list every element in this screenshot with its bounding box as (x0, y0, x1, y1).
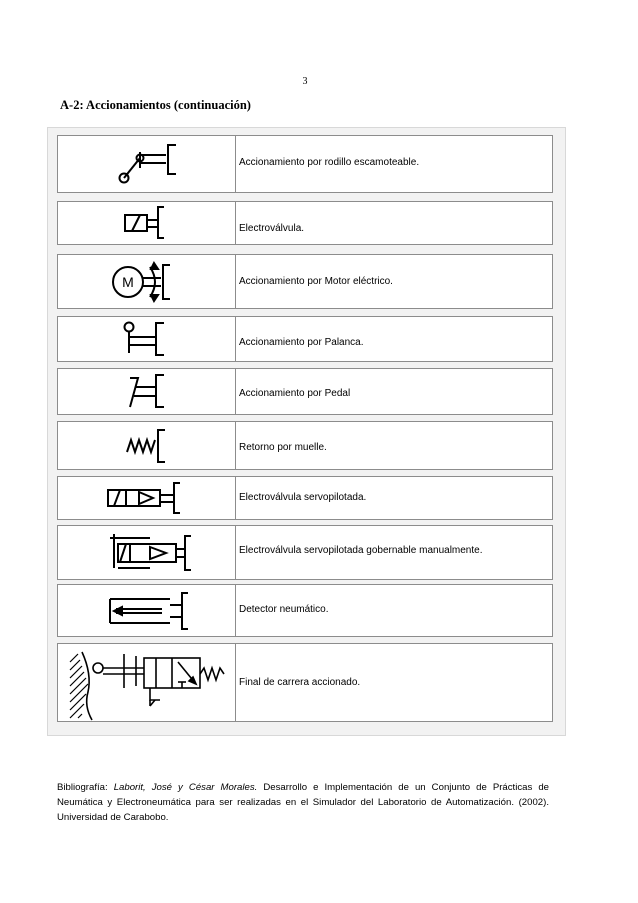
symbol-cell (58, 255, 236, 308)
table-row (57, 368, 553, 415)
row-label: Electroválvula. (239, 223, 305, 234)
lever-icon (58, 317, 234, 361)
table-row (57, 525, 553, 580)
section-title: A-2: Accionamientos (continuación) (60, 98, 251, 112)
symbol-cell (58, 526, 236, 579)
row-label: Electroválvula servopilotada gobernable manualmente. (239, 545, 483, 556)
table-row (57, 316, 553, 362)
bibliography-prefix: Bibliografía: (57, 782, 114, 793)
symbol-cell (58, 422, 236, 469)
symbol-cell (58, 644, 236, 721)
bibliography-authors: Laborit, José y César Morales. (113, 782, 258, 793)
bibliography (57, 780, 549, 825)
row-label: Accionamiento por Pedal (239, 388, 351, 399)
table-row (57, 135, 553, 193)
svg-text:M: M (122, 274, 134, 290)
symbol-cell (58, 477, 236, 519)
symbol-cell (58, 585, 236, 636)
table-row (57, 254, 553, 309)
bibliography-text: Desarrollo e Implementación de un Conjunto de Prácticas de Neumática y Electroneumática para ser realizadas en el Simulador del Laboratorio de Automatización. (2002). Universidad de Carabobo. (57, 782, 549, 823)
table-row (57, 476, 553, 520)
page-number: 3 (302, 76, 308, 87)
spring-return-icon (58, 422, 234, 469)
pneumatic-detector-icon (58, 585, 234, 636)
symbol-cell (58, 317, 236, 361)
electric-motor-icon (58, 255, 234, 308)
table-row (57, 643, 553, 722)
row-label: Final de carrera accionado. (239, 677, 361, 688)
pedal-icon (58, 369, 234, 414)
symbol-cell (58, 202, 236, 244)
table-row (57, 584, 553, 637)
servo-solenoid-icon (58, 477, 234, 519)
row-label: Detector neumático. (239, 604, 329, 615)
row-label: Accionamiento por Motor eléctrico. (239, 276, 393, 287)
manual-servo-solenoid-icon (58, 526, 234, 579)
solenoid-icon (58, 202, 234, 244)
row-label: Retorno por muelle. (239, 442, 327, 453)
row-label: Accionamiento por rodillo escamoteable. (239, 157, 420, 168)
row-label: Electroválvula servopilotada. (239, 492, 367, 503)
table-row (57, 421, 553, 470)
table-row (57, 201, 553, 245)
limit-switch-icon (58, 644, 234, 721)
roller-lever-icon (58, 136, 234, 192)
row-label: Accionamiento por Palanca. (239, 337, 364, 348)
symbol-cell (58, 136, 236, 192)
symbol-cell (58, 369, 236, 414)
